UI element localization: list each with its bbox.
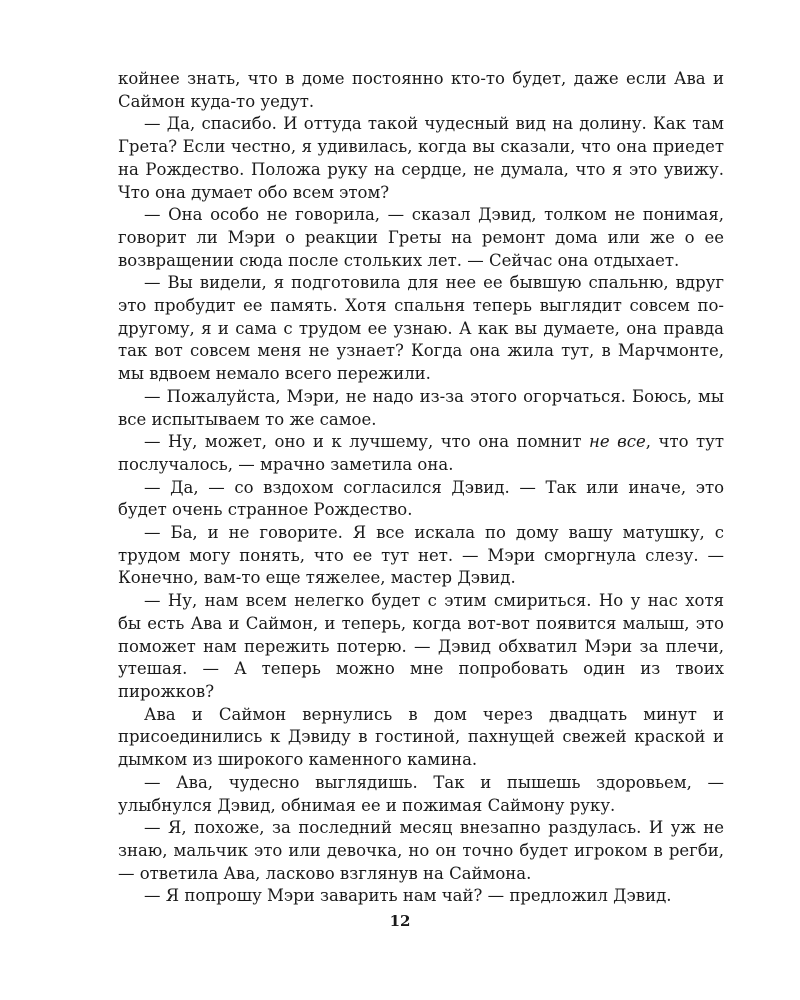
paragraph-text: , что тут послучалось, — мрачно заметила она. <box>118 432 724 474</box>
paragraph: — Я попрошу Мэри заварить нам чай? — предложил Дэвид. <box>144 886 672 906</box>
paragraph: — Ба, и не говорите. Я все искала по дому вашу матушку, с трудом могу понять, что ее тут нет. — Мэри сморгнула слезу. — Конечно, вам-то еще тяжелее, мастер Дэвид. <box>118 523 724 588</box>
paragraph: Ава и Саймон вернулись в дом через двадцать минут и присоединились к Дэвиду в гостиной, пахнущей свежей краской и дымком из широкого каменного камина. <box>118 704 724 770</box>
page-number: 12 <box>389 912 411 930</box>
paragraph: — Да, спасибо. И оттуда такой чудесный вид на долину. Как там Грета? Если честно, я удивилась, когда вы сказали, что она приедет на Рождество. Положа руку на сердце, не думала, что я это увижу. Что она думает обо всем этом? <box>118 114 724 202</box>
paragraph: — Да, — со вздохом согласился Дэвид. — Так или иначе, это будет очень странное Рождество. <box>118 477 724 520</box>
paragraph: — Ава, чудесно выглядишь. Так и пышешь здоровьем, — улыбнулся Дэвид, обнимая ее и пожимая Саймону руку. <box>118 772 724 815</box>
paragraph: — Она особо не говорила, — сказал Дэвид, толком не понимая, говорит ли Мэри о реакции Греты на ремонт дома или же о ее возвращении сюда после стольких лет. — Сейчас она отдыхает. <box>118 205 724 270</box>
paragraph <box>118 431 724 476</box>
book-page-text <box>118 68 724 908</box>
paragraph: — Пожалуйста, Мэри, не надо из-за этого огорчаться. Боюсь, мы все испытываем то же самое. <box>118 386 724 429</box>
paragraph-text: — Ну, может, оно и к лучшему, что она помнит <box>144 432 589 452</box>
paragraph: — Я, похоже, за последний месяц внезапно раздулась. И уж не знаю, мальчик это или девочка, но он точно будет игроком в регби, — ответила Ава, ласково взглянув на Саймона. <box>118 818 724 883</box>
paragraph: — Вы видели, я подготовила для нее ее бывшую спальню, вдруг это пробудит ее память. Хотя спальня теперь выглядит совсем по-другому, я и сама с трудом ее узнаю. А как вы думаете, она правда так вот совсем меня не узнает? Когда она жила тут, в Марчмонте, мы вдвоем немало всего пережили. <box>118 273 724 384</box>
paragraph: — Ну, нам всем нелегко будет с этим смириться. Но у нас хотя бы есть Ава и Саймон, и теперь, когда вот-вот появится малыш, это поможет нам пережить потерю. — Дэвид обхватил Мэри за плечи, утешая. — А теперь можно мне попробовать один из твоих пирожков? <box>118 591 724 701</box>
emphasis-text: не все <box>588 432 646 452</box>
paragraph: койнее знать, что в доме постоянно кто-то будет, даже если Ава и Саймон куда-то уедут. <box>118 69 724 111</box>
